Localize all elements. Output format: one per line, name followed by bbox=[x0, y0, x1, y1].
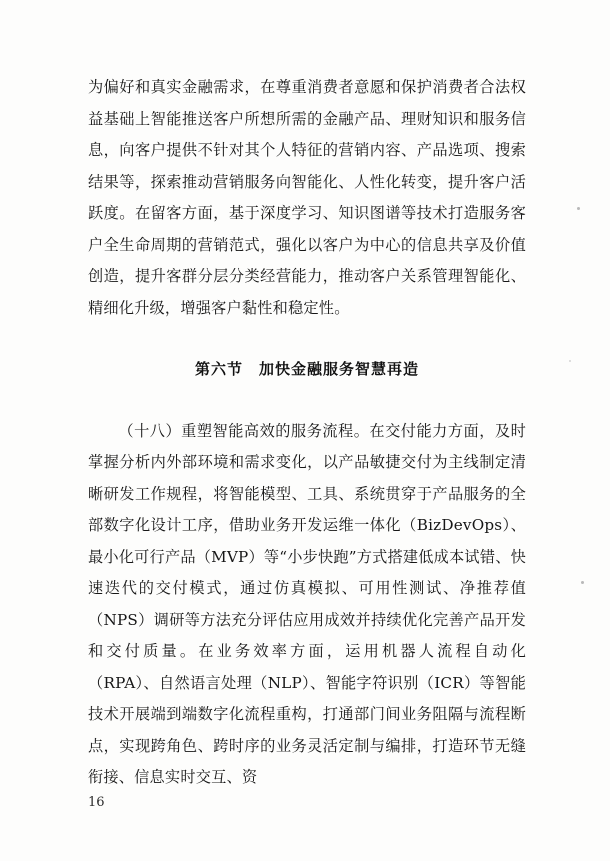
body-paragraph: 为偏好和真实金融需求，在尊重消费者意愿和保护消费者合法权益基础上智能推送客户所想所需的金融产品、理财知识和服务信息，向客户提供不针对其个人特征的营销内容、产品选项、搜索结果等，探索推动营销服务向智能化、人性化转变，提升客户活跃度。在留客方面，基于深度学习、知识图谱等技术打造服务客户全生命周期的营销范式，强化以客户为中心的信息共享及价值创造，提升客群分层分类经营能力，推动客户关系管理智能化、精细化升级，增强客户黏性和稳定性。 bbox=[88, 78, 526, 317]
scan-speck bbox=[569, 360, 571, 362]
heading-spacer bbox=[88, 386, 526, 416]
paragraph-spacer bbox=[88, 324, 526, 354]
scan-speck bbox=[577, 207, 580, 210]
page-number: 16 bbox=[88, 795, 105, 810]
scan-speck bbox=[581, 581, 584, 584]
page-content bbox=[88, 72, 526, 794]
section-heading: 第六节 加快金融服务智慧再造 bbox=[194, 360, 419, 378]
body-paragraph: （十八）重塑智能高效的服务流程。在交付能力方面，及时掌握分析内外部环境和需求变化，以产品敏捷交付为主线制定清晰研发工作规程，将智能模型、工具、系统贯穿于产品服务的全部数字化设计工序，借助业务开发运维一体化（BizDevOps）、最小化可行产品（MVP）等“小步快跑”方式搭建低成本试错、快速迭代的交付模式，通过仿真模拟、可用性测试、净推荐值（NPS）调研等方法充分评估应用成效并持续优化完善产品开发和交付质量。在业务效率方面，运用机器人流程自动化（RPA）、自然语言处理（NLP）、智能字符识别（ICR）等智能技术开展端到端数字化流程重构，打通部门间业务阻隔与流程断点，实现跨角色、跨时序的业务灵活定制与编排，打造环节无缝衔接、信息实时交互、资 bbox=[88, 421, 526, 786]
